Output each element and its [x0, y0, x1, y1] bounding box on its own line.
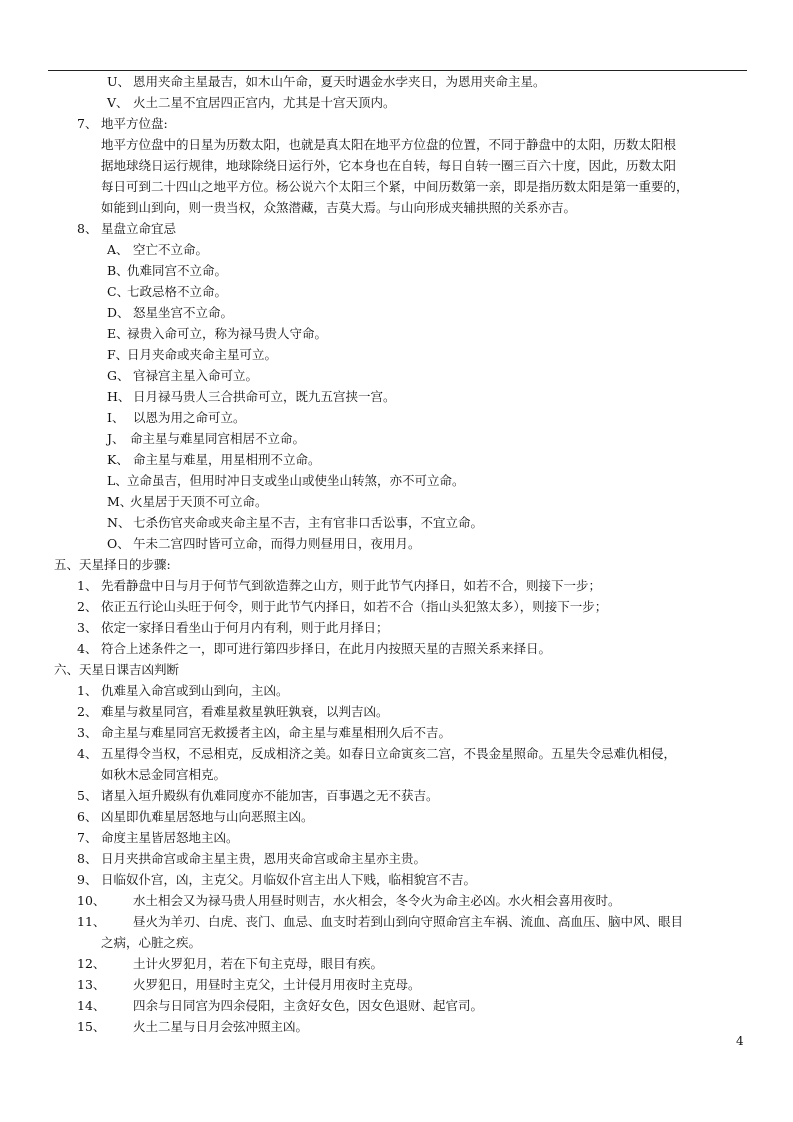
list-item: 1、 先看静盘中日与月于何节气到欲造葬之山方，则于此节气内择日，如若不合，则接下一步； — [77, 578, 602, 593]
heading-text: 地平方位盘: — [101, 116, 168, 131]
item-marker: 8、 — [77, 221, 98, 236]
list-item: 2、 依正五行论山头旺于何令，则于此节气内择日，如若不合（指山头犯煞太多），则接下一步； — [77, 599, 608, 614]
list-item: 3、 命主星与难星同宫无救援者主凶，命主星与难星相刑久后不吉。 — [77, 725, 452, 740]
list-item: H、 日月禄马贵人三合拱命可立，既九五宫挟一宫。 — [107, 389, 396, 404]
item-marker: V、 — [107, 95, 129, 110]
list-item: J、 命主星与难星同宫相居不立命。 — [107, 431, 306, 446]
list-item: D、 怒星坐宫不立命。 — [107, 305, 234, 320]
paragraph-line: 每日可到二十四山之地平方位。杨公说六个太阳三个紧，中间历数第一亲，即是指历数太阳是第一重要的， — [101, 179, 689, 194]
list-item: 14、 四余与日同宫为四余侵阳，主贪好女色，因女色退财、起官司。 — [77, 998, 484, 1013]
paragraph-line: 如能到山到向，则一贵当权，众煞潜藏，吉莫大焉。与山向形成夹辅拱照的关系亦吉。 — [101, 200, 577, 215]
list-item: B、 仇难同宫不立命。 — [107, 263, 228, 278]
list-item: 15、 火土二星与日月会弦冲照主凶。 — [77, 1019, 309, 1034]
page-number: 4 — [736, 1034, 744, 1048]
list-item: L、 立命虽吉，但用时冲日支或坐山或使坐山转煞，亦不可立命。 — [107, 473, 465, 488]
list-item: 2、 难星与救星同宫，看难星救星孰旺孰衰，以判吉凶。 — [77, 704, 389, 719]
list-item: O、 午未二宫四时皆可立命，而得力则昼用日，夜用月。 — [107, 536, 421, 551]
list-item: 3、 依定一家择日看坐山于何月内有利，则于此月择日； — [77, 620, 389, 635]
item-marker: 7、 — [77, 116, 98, 131]
list-item: 10、 水土相会又为禄马贵人用昼时则吉，水火相会，冬令火为命主必凶。水火相会喜用夜时。 — [77, 893, 621, 908]
list-item: 8、 日月夹拱命宫或命主星主贵，恩用夹命宫或命主星亦主贵。 — [77, 851, 427, 866]
list-item: 13、 火罗犯日，用昼时主克父，土计侵月用夜时主克母。 — [77, 977, 421, 992]
item-marker: U、 — [107, 74, 131, 89]
list-item: 7、 命度主星皆居怒地主凶。 — [77, 830, 239, 845]
heading-text: 六、天星日课吉凶判断 — [54, 662, 180, 677]
list-item: I、 以恩为用之命可立。 — [107, 410, 246, 425]
item-text: 火土二星不宜居四正宫内，尤其是十宫天顶内。 — [133, 95, 396, 110]
list-item: 4、 符合上述条件之一，即可进行第四步择日，在此月内按照天星的吉照关系来择日。 — [77, 641, 552, 656]
list-item: 9、 日临奴仆宫，凶，主克父。月临奴仆宫主出人下贱，临相貌宫不吉。 — [77, 872, 477, 887]
list-item: F、 日月夹命或夹命主星可立。 — [107, 347, 278, 362]
section-heading — [0, 218, 793, 239]
list-item: N、 七杀伤官夹命或夹命主星不吉，主有官非口舌讼事，不宜立命。 — [107, 515, 484, 530]
list-item-continuation: 之病，心脏之疾。 — [101, 935, 202, 950]
list-item: E、 禄贵入命可立，称为禄马贵人守命。 — [107, 326, 328, 341]
list-item: 1、 仇难星入命宫或到山到向，主凶。 — [77, 683, 289, 698]
list-item: 4、 五星得令当权，不忌相克，反成相济之美。如春日立命寅亥二宫，不畏金星照命。五星失令忌难仇相侵， — [77, 746, 677, 761]
heading-text: 星盘立命宜忌 — [101, 221, 177, 236]
list-item: A、 空亡不立命。 — [107, 242, 209, 257]
section-heading — [0, 554, 793, 575]
list-item: 5、 诸星入垣升殿纵有仇难同度亦不能加害，百事遇之无不获吉。 — [77, 788, 439, 803]
list-item: K、 命主星与难星，用星相刑不立命。 — [107, 452, 321, 467]
paragraph-line: 据地球绕日运行规律，地球除绕日运行外，它本身也在自转，每日自转一圈三百六十度，因此，历数太阳 — [101, 158, 677, 173]
list-item: 6、 凶星即仇难星居怒地与山向恶照主凶。 — [77, 809, 314, 824]
paragraph-line: 地平方位盘中的日星为历数太阳，也就是真太阳在地平方位盘的位置，不同于静盘中的太阳，历数太阳根 — [101, 137, 677, 152]
list-item: C、 七政忌格不立命。 — [107, 284, 228, 299]
list-item-continuation: 如秋木忌金同宫相克。 — [101, 767, 227, 782]
heading-text: 五、天星择日的步骤: — [54, 557, 171, 572]
document-body — [0, 71, 793, 1037]
section-heading — [0, 113, 793, 134]
item-text: 恩用夹命主星最吉，如木山午命，夏天时遇金水孛夹日，为恩用夹命主星。 — [133, 74, 546, 89]
list-item — [0, 71, 793, 92]
list-item: 11、 昼火为羊刃、白虎、丧门、血忌、血支时若到山到向守照命宫主车祸、流血、高血压、脑中风、眼目 — [77, 914, 684, 929]
section-heading — [0, 659, 793, 680]
list-item: G、 官禄宫主星入命可立。 — [107, 368, 259, 383]
list-item: 12、 土计火罗犯月，若在下旬主克母，眼目有疾。 — [77, 956, 384, 971]
list-item: M、 火星居于天顶不可立命。 — [107, 494, 268, 509]
list-item — [0, 92, 793, 113]
